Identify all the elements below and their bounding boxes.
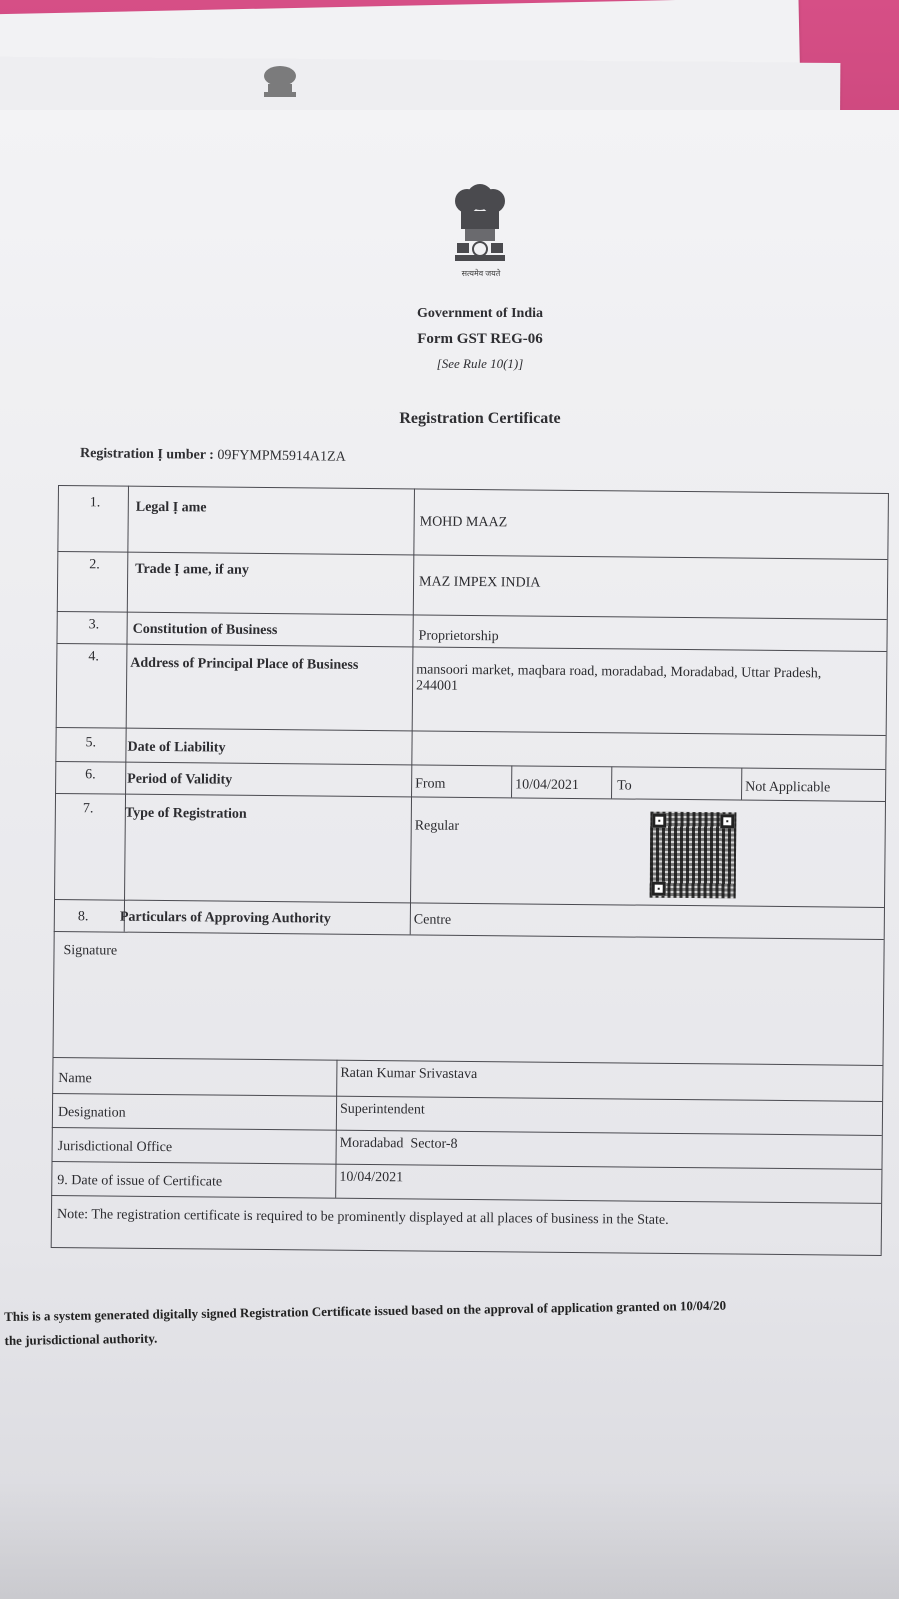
address-value: mansoori market, maqbara road, moradabad, Moradabad, Uttar Pradesh, 244001 [416, 662, 822, 694]
government-heading: Government of India [417, 306, 543, 321]
form-heading: Form GST REG-06 [417, 331, 543, 347]
table-border-right [881, 493, 889, 1255]
legal-name-label: Legal Ị ame [135, 499, 207, 516]
date-of-liability-label: Date of Liability [127, 739, 226, 756]
row-number: 6. [85, 767, 96, 783]
trade-name-value: MAZ IMPEX INDIA [419, 574, 541, 591]
row-divider [54, 899, 884, 908]
qr-code-icon [650, 812, 737, 899]
row-number: 4. [88, 649, 99, 665]
national-emblem-icon [447, 183, 513, 267]
constitution-label: Constitution of Business [132, 621, 278, 639]
row-divider [56, 727, 886, 736]
emblem-motto: सत्यमेव जयते [461, 269, 501, 278]
name-label: Name [58, 1071, 92, 1087]
approving-authority-value: Centre [413, 912, 452, 928]
row-number: 3. [88, 617, 100, 633]
display-note: Note: The registration certificate is required to be prominently displayed at all places of business in the State. [56, 1207, 669, 1228]
emblem-icon-background [254, 62, 306, 100]
jurisdictional-office-value: Moradabad Sector-8 [339, 1135, 458, 1152]
legal-name-value: MOHD MAAZ [419, 514, 508, 531]
registration-number-value: 09FYMPM5914A1ZA [217, 447, 346, 465]
period-of-validity-label: Period of Validity [127, 771, 233, 788]
registration-number-label: Registration Ị umber : [79, 446, 215, 463]
validity-from-label: From [415, 776, 446, 792]
row-divider [57, 551, 887, 560]
designation-value: Superintendent [339, 1101, 425, 1118]
name-value: Ratan Kumar Srivastava [340, 1065, 478, 1083]
column-divider [335, 1060, 337, 1198]
notice-line-1: This is a system generated digitally signed Registration Certificate issued based on the approval of application granted on 10/04/20 [4, 1297, 727, 1324]
designation-label: Designation [57, 1105, 126, 1121]
column-divider [511, 765, 512, 797]
registration-type-value: Regular [414, 818, 460, 834]
row-divider [54, 931, 884, 940]
issue-date-label: 9. Date of issue of Certificate [57, 1173, 223, 1190]
row-divider [57, 611, 887, 620]
notice-line-2: the jurisdictional authority. [4, 1330, 158, 1348]
row-divider [52, 1057, 882, 1066]
validity-to-label: To [617, 778, 632, 794]
row-divider [51, 1195, 881, 1204]
issue-date-value: 10/04/2021 [339, 1169, 404, 1186]
registration-type-label: Type of Registration [124, 805, 247, 822]
row-number: 5. [85, 735, 97, 751]
row-divider [52, 1161, 882, 1170]
row-number: 7. [82, 801, 94, 817]
approving-authority-label: Particulars of Approving Authority [119, 909, 331, 927]
row-number: 8. [77, 909, 89, 925]
certificate-table [51, 485, 898, 1263]
certificate-title: Registration Certificate [399, 410, 561, 427]
row-divider [52, 1127, 882, 1136]
row-divider [55, 761, 885, 770]
row-number: 1. [89, 495, 101, 511]
page-shadow [0, 1480, 899, 1599]
jurisdictional-office-label: Jurisdictional Office [57, 1139, 173, 1156]
trade-name-label: Trade Ị ame, if any [135, 561, 249, 578]
row-divider [52, 1093, 882, 1102]
validity-from-date: 10/04/2021 [515, 777, 579, 794]
validity-to-value: Not Applicable [745, 779, 831, 796]
signature-label: Signature [63, 943, 118, 959]
row-number: 2. [89, 557, 100, 573]
constitution-value: Proprietorship [418, 628, 499, 645]
column-divider [611, 766, 612, 798]
address-label: Address of Principal Place of Business [130, 655, 359, 673]
column-divider [741, 768, 742, 800]
table-border-bottom [51, 1247, 882, 1256]
rule-reference: [See Rule 10(1)] [436, 356, 524, 371]
